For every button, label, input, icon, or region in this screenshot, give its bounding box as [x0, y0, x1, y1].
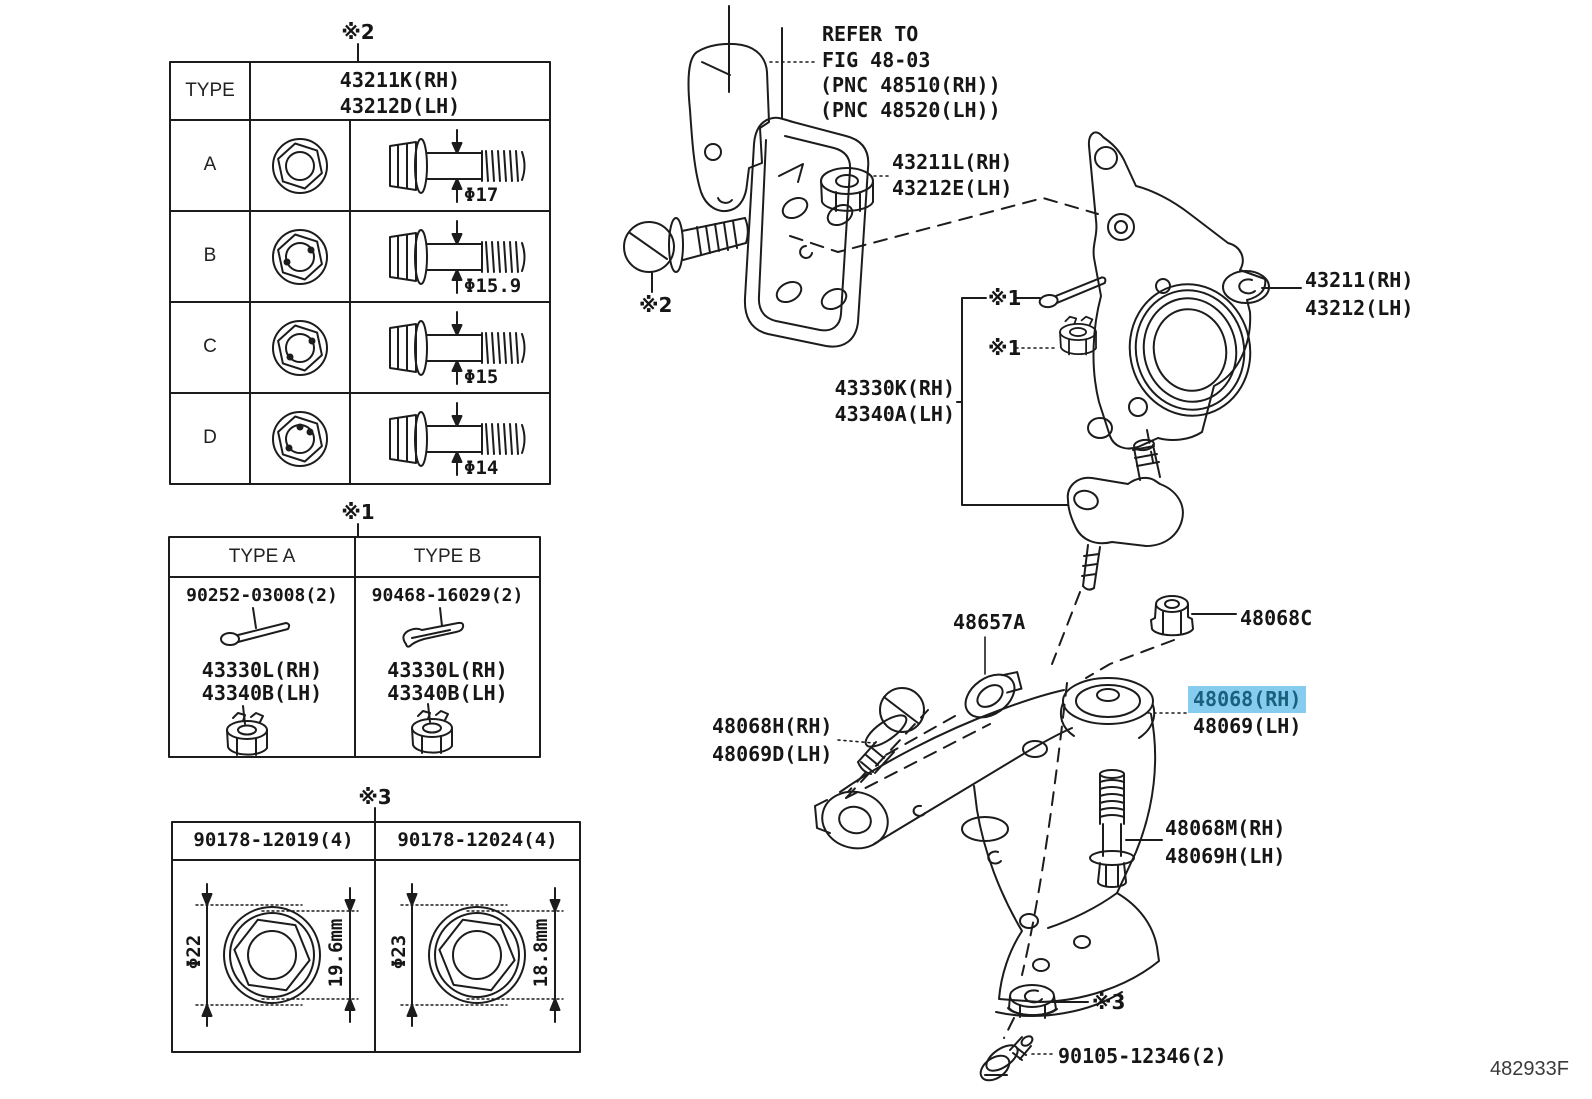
lower-bolt-label: 90105-12346(2) [1058, 1044, 1227, 1068]
nut2-height-label: 18.8mm [530, 918, 552, 988]
fastener-row-type: D [203, 427, 217, 448]
type-b-nut-rh: 43330L(RH) [387, 658, 508, 682]
nut-table-header-2: 90178-12024(4) [397, 829, 558, 851]
refer-note-line4: (PNC 48520(LH)) [820, 98, 1001, 122]
note1-callout-b: ※1 [988, 336, 1022, 360]
type-b-pin-part: 90468-16029(2) [371, 585, 524, 606]
fastener-row-dia: Φ15 [464, 366, 499, 388]
nut-table-header-1: 90178-12019(4) [193, 829, 354, 851]
nut1-dia-label: Φ22 [183, 934, 205, 970]
rear-bolt-label-rh: 48068M(RH) [1165, 816, 1286, 840]
balljoint-label-rh: 43330K(RH) [834, 376, 955, 400]
type-a-header: TYPE A [228, 546, 296, 567]
fastener-row-type: C [203, 336, 217, 357]
refer-note-line3: (PNC 48510(RH)) [820, 73, 1001, 97]
camnut-label: 48068C [1240, 606, 1313, 630]
camnut-arm-dashed [1086, 640, 1174, 678]
note2-callout: ※2 [639, 293, 673, 317]
strut-nut-label-lh: 43212E(LH) [892, 176, 1013, 200]
fastener-table-part-lh: 43212D(LH) [339, 94, 461, 118]
lower-control-arm-drawing [815, 678, 1159, 1016]
refer-note-line1: REFER TO [822, 22, 919, 46]
nut2-dia-label: Φ23 [388, 934, 410, 970]
fastener-row-type: A [203, 154, 217, 175]
ball-joint-drawing [1068, 439, 1183, 590]
note1-callout-a: ※1 [988, 286, 1022, 310]
front-bolt-label-lh: 48069D(LH) [712, 742, 833, 766]
fastener-row-dia: Φ14 [464, 457, 499, 479]
steering-knuckle-drawing [1088, 132, 1301, 448]
type-b-header: TYPE B [413, 546, 482, 567]
note2-table-ref: ※2 [341, 20, 375, 44]
nut1-height-label: 19.6mm [325, 918, 347, 988]
strut-bolt-drawing [624, 218, 748, 292]
cam-nut-drawing [1151, 596, 1236, 635]
underbody-bolt-drawing [976, 1034, 1054, 1085]
type-a-nut-lh: 43340B(LH) [201, 681, 323, 705]
figure-code: 482933F [1490, 1058, 1569, 1080]
bushing-label: 48657A [953, 610, 1026, 634]
balljoint-arm-dashed [1052, 592, 1080, 664]
note3-table-ref: ※3 [358, 785, 392, 809]
arm-label-lh: 48069(LH) [1193, 714, 1302, 738]
strut-nut-drawing [821, 168, 889, 211]
balljoint-label-lh: 43340A(LH) [834, 402, 955, 426]
refer-note-line2: FIG 48-03 [822, 48, 931, 72]
note1-bracket [957, 277, 1108, 505]
type-a-pin-part: 90252-03008(2) [186, 585, 338, 606]
arm-label-rh-highlight: 48068(RH) [1188, 686, 1306, 713]
fastener-row-dia: Φ15.9 [464, 275, 522, 297]
fastener-row-dia: Φ17 [464, 184, 499, 206]
front-bolt-label-rh: 48068H(RH) [712, 714, 833, 738]
type-a-nut-rh: 43330L(RH) [201, 658, 323, 682]
knuckle-label-lh: 43212(LH) [1305, 296, 1414, 320]
fastener-table-type-header: TYPE [185, 80, 235, 101]
fastener-row-type: B [203, 245, 217, 266]
rear-bolt-label-lh: 48069H(LH) [1165, 844, 1286, 868]
rear-arm-bolt-drawing [1090, 770, 1162, 887]
note3-callout: ※3 [1092, 990, 1126, 1014]
strut-nut-label-rh: 43211L(RH) [892, 150, 1013, 174]
nut-table-drawings [196, 884, 563, 1026]
fastener-table-part-rh: 43211K(RH) [339, 68, 461, 92]
note1-table-ref: ※1 [341, 500, 375, 524]
knuckle-label-rh: 43211(RH) [1305, 268, 1414, 292]
type-b-nut-lh: 43340B(LH) [387, 681, 508, 705]
